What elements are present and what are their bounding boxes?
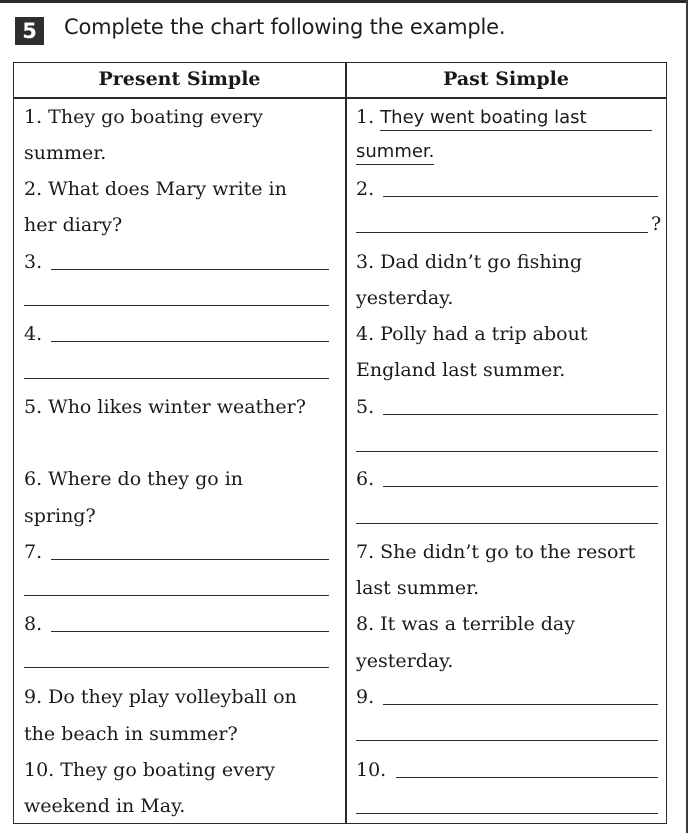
- past-row-3-line-2: yesterday.: [356, 287, 454, 309]
- past-row-7-line-2: last summer.: [356, 577, 480, 599]
- past-row-1-handwritten-answer: They went boating last: [380, 106, 652, 131]
- past-row-4-line-1: 4. Polly had a trip about: [356, 323, 588, 345]
- past-row-10-number: 10.: [356, 759, 387, 781]
- past-row-6-blank-1[interactable]: [383, 486, 658, 487]
- present-row-9-line-2: the beach in summer?: [24, 723, 238, 745]
- past-row-10-blank-2[interactable]: [356, 813, 658, 814]
- present-row-3-blank-1[interactable]: [51, 269, 329, 270]
- past-row-8-line-1: 8. It was a terrible day: [356, 613, 575, 635]
- present-row-6-line-2: spring?: [24, 505, 96, 527]
- present-row-5-line-1: 5. Who likes winter weather?: [24, 396, 306, 418]
- present-row-4-blank-1[interactable]: [51, 341, 329, 342]
- past-row-2-number: 2.: [356, 178, 375, 200]
- present-row-7-number: 7.: [24, 541, 43, 563]
- present-row-8-blank-2[interactable]: [24, 667, 329, 668]
- tense-chart: [13, 62, 667, 824]
- past-row-6-blank-2[interactable]: [356, 523, 658, 524]
- past-row-1-line-1: [356, 99, 652, 135]
- present-row-2-line-2: her diary?: [24, 214, 123, 236]
- exercise-instruction: Complete the chart following the example.: [64, 15, 506, 39]
- present-row-2-line-1: 2. What does Mary write in: [24, 178, 287, 200]
- present-row-3-blank-2[interactable]: [24, 305, 329, 306]
- past-row-3-line-1: 3. Dad didn’t go fishing: [356, 251, 583, 273]
- present-row-8-blank-1[interactable]: [51, 631, 329, 632]
- present-row-9-line-1: 9. Do they play volleyball on: [24, 686, 297, 708]
- past-row-8-line-2: yesterday.: [356, 650, 454, 672]
- present-row-7-blank-1[interactable]: [51, 559, 329, 560]
- page-top-edge: [0, 0, 688, 3]
- past-row-5-blank-1[interactable]: [383, 414, 658, 415]
- exercise-number-badge: [15, 17, 44, 45]
- past-row-2-blank-2[interactable]: [356, 232, 648, 233]
- present-row-1-line-1: 1. They go boating every: [24, 106, 263, 128]
- exercise-number: 5: [22, 19, 37, 43]
- past-row-9-blank-1[interactable]: [383, 704, 658, 705]
- header-present-simple: Present Simple: [98, 68, 261, 90]
- column-divider: [345, 63, 347, 823]
- present-row-10-line-1: 10. They go boating every: [24, 759, 275, 781]
- past-row-9-blank-2[interactable]: [356, 740, 658, 741]
- present-row-6-line-1: 6. Where do they go in: [24, 468, 244, 490]
- present-row-8-number: 8.: [24, 613, 43, 635]
- past-row-1-handwritten-answer-cont: summer.: [356, 140, 434, 165]
- past-row-10-blank-1[interactable]: [396, 777, 658, 778]
- past-row-2-blank-1[interactable]: [383, 196, 658, 197]
- past-row-4-line-2: England last summer.: [356, 359, 566, 381]
- past-row-1-number: 1.: [356, 106, 375, 128]
- present-row-1-line-2: summer.: [24, 142, 107, 164]
- past-row-5-blank-2[interactable]: [356, 451, 658, 452]
- present-row-10-line-2: weekend in May.: [24, 795, 186, 817]
- header-past-simple: Past Simple: [443, 68, 569, 90]
- present-row-7-blank-2[interactable]: [24, 595, 329, 596]
- present-row-4-blank-2[interactable]: [24, 378, 329, 379]
- past-row-5-number: 5.: [356, 396, 375, 418]
- present-row-3-number: 3.: [24, 251, 43, 273]
- past-row-9-number: 9.: [356, 686, 375, 708]
- past-row-7-line-1: 7. She didn’t go to the resort: [356, 541, 636, 563]
- past-row-6-number: 6.: [356, 468, 375, 490]
- present-row-4-number: 4.: [24, 323, 43, 345]
- past-row-1-line-2: [356, 133, 434, 169]
- past-row-2-question-mark: ?: [651, 213, 662, 235]
